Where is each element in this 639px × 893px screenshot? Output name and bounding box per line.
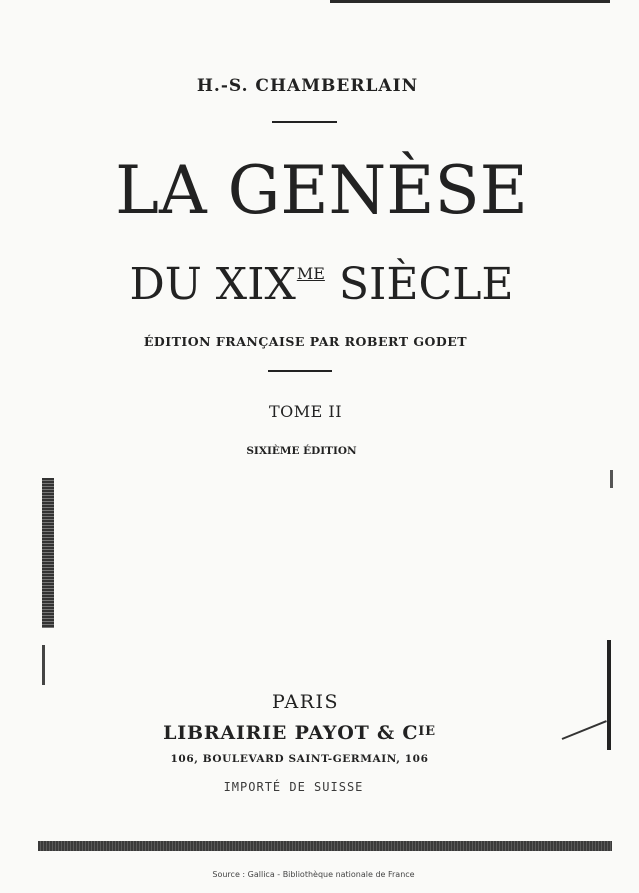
source-credit: Source : Gallica - Bibliothèque nationale de France [212,870,415,879]
publication-city: PARIS [271,691,340,713]
edition-line: ÉDITION FRANÇAISE PAR ROBERT GODET [143,334,468,349]
publisher-address: 106, BOULEVARD SAINT-GERMAIN, 106 [170,753,429,765]
scan-bottom-edge [38,841,612,851]
decorative-rule [272,121,337,123]
publisher-superscript: IE [418,724,436,739]
book-subtitle [2,246,639,313]
scan-edge-mark [610,470,613,488]
decorative-rule [268,370,332,372]
scan-edge-line [330,0,610,3]
publisher-main: LIBRAIRIE PAYOT & C [163,722,419,744]
subtitle-end: SIÈCLE [338,259,514,310]
book-title: LA GENÈSE [115,152,528,229]
import-stamp: IMPORTÉ DE SUISSE [223,780,364,794]
subtitle-superscript: ME [296,264,325,283]
subtitle-main: DU XIX [129,259,296,310]
author-name: H.-S. CHAMBERLAIN [196,76,419,96]
scan-edge-mark [42,645,45,685]
edition-number: SIXIÈME ÉDITION [246,445,357,457]
volume-label: TOME II [268,402,343,421]
publisher-name [0,722,619,744]
scan-binding-artifact [42,478,54,628]
